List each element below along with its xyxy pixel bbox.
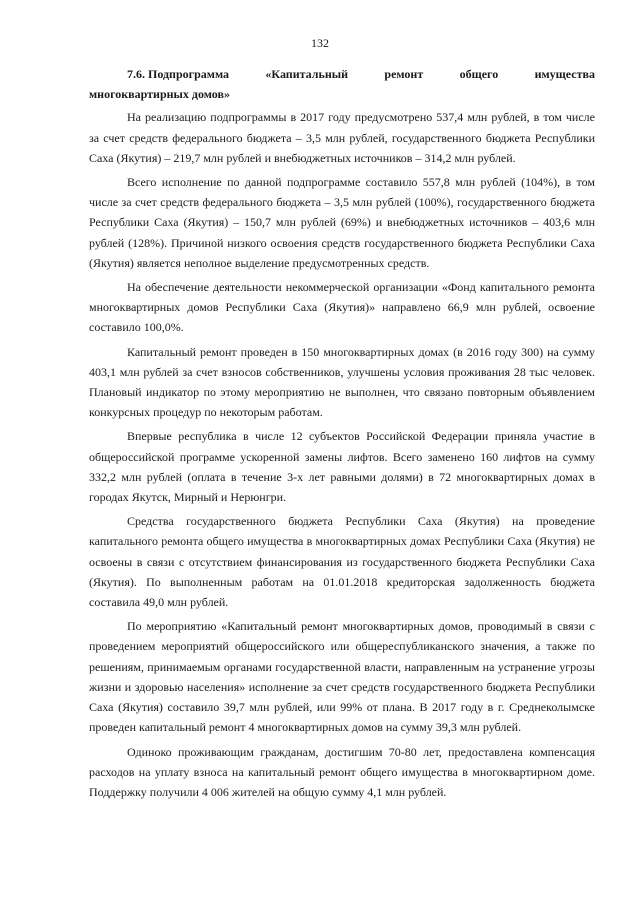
paragraph-emergency-repair: По мероприятию «Капитальный ремонт многоквартирных домов, проводимый в связи с проведением мероприятий общероссийского или общереспубликанского значения, а также по решениям, принимаемым органами государственной власти, направленным на устранение угрозы жизни и здоровью населения» исполнение за счет средств государственного бюджета Республики Саха (Якутия) составило 39,7 млн рублей, или 99% от плана. В 2017 году в г. Среднеколымске проведен капитальный ремонт 4 многоквартирных домов на сумму 39,3 млн рублей. [89,619,595,735]
paragraph-execution: Всего исполнение по данной подпрограмме составило 557,8 млн рублей (104%), в том числе за счет средств федерального бюджета – 3,5 млн рублей (100%), государственного бюджета Республики Саха (Якутия) – 150,7 млн рублей (69%) и внебюджетных источников – 403,6 млн рублей (128%). Причиной низкого освоения средств государственного бюджета Республики Саха (Якутия) является неполное выделение предусмотренных средств. [89,175,595,270]
paragraph-unspent-funds: Средства государственного бюджета Республики Саха (Якутия) на проведение капитального ремонта общего имущества в многоквартирных домах Республики Саха (Якутия) не освоены в связи с отсутствием финансирования из государственного бюджета Республики Саха (Якутия). По выполненным работам на 01.01.2018 кредиторская задолженность бюджета составила 49,0 млн рублей. [89,514,595,610]
heading-word: «Капитальный [265,67,349,81]
heading-word: имущества [534,67,595,81]
paragraph-funding-plan: На реализацию подпрограммы в 2017 году предусмотрено 537,4 млн рублей, в том числе за счет средств федерального бюджета – 3,5 млн рублей, государственного бюджета Республики Саха (Якутия) – 219,7 млн рублей и внебюджетных источников – 314,2 млн рублей. [89,110,595,165]
paragraph-fund-nko: На обеспечение деятельности некоммерческой организации «Фонд капитального ремонта многоквартирных домов Республики Саха (Якутия)» направлено 66,9 млн рублей, освоение составило 100,0%. [89,280,595,335]
heading-word: общего [459,67,499,81]
paragraph-compensation: Одиноко проживающим гражданам, достигшим 70-80 лет, предоставлена компенсация расходов на уплату взноса на капитальный ремонт общего имущества в многоквартирном доме. Поддержку получили 4 006 жителей на общую сумму 4,1 млн рублей. [89,744,595,799]
document-body [89,64,595,806]
heading-word: 7.6. Подпрограмма [127,67,230,81]
paragraph-elevators: Впервые республика в числе 12 субъектов Российской Федерации приняла участие в общероссийской программе ускоренной замены лифтов. Всего заменено 160 лифтов на сумму 332,2 млн рублей (оплата в течение 3-х лет равными долями) в 72 многоквартирных домах в городах Якутск, Мирный и Нерюнгри. [89,429,595,505]
heading-word: ремонт [384,67,424,81]
section-heading-line-2: многоквартирных домов» [89,87,230,102]
page-number: 132 [311,36,329,50]
paragraph-capital-repair: Капитальный ремонт проведен в 150 многоквартирных домах (в 2016 году 300) на сумму 403,1 млн рублей за счет взносов собственников, улучшены условия проживания 28 тыс человек. Плановый индикатор по этому мероприятию не выполнен, что связано повторным объявлением конкурсных процедур по некоторым работам. [89,344,595,420]
section-heading [89,64,595,104]
section-heading-line-1 [89,64,595,84]
